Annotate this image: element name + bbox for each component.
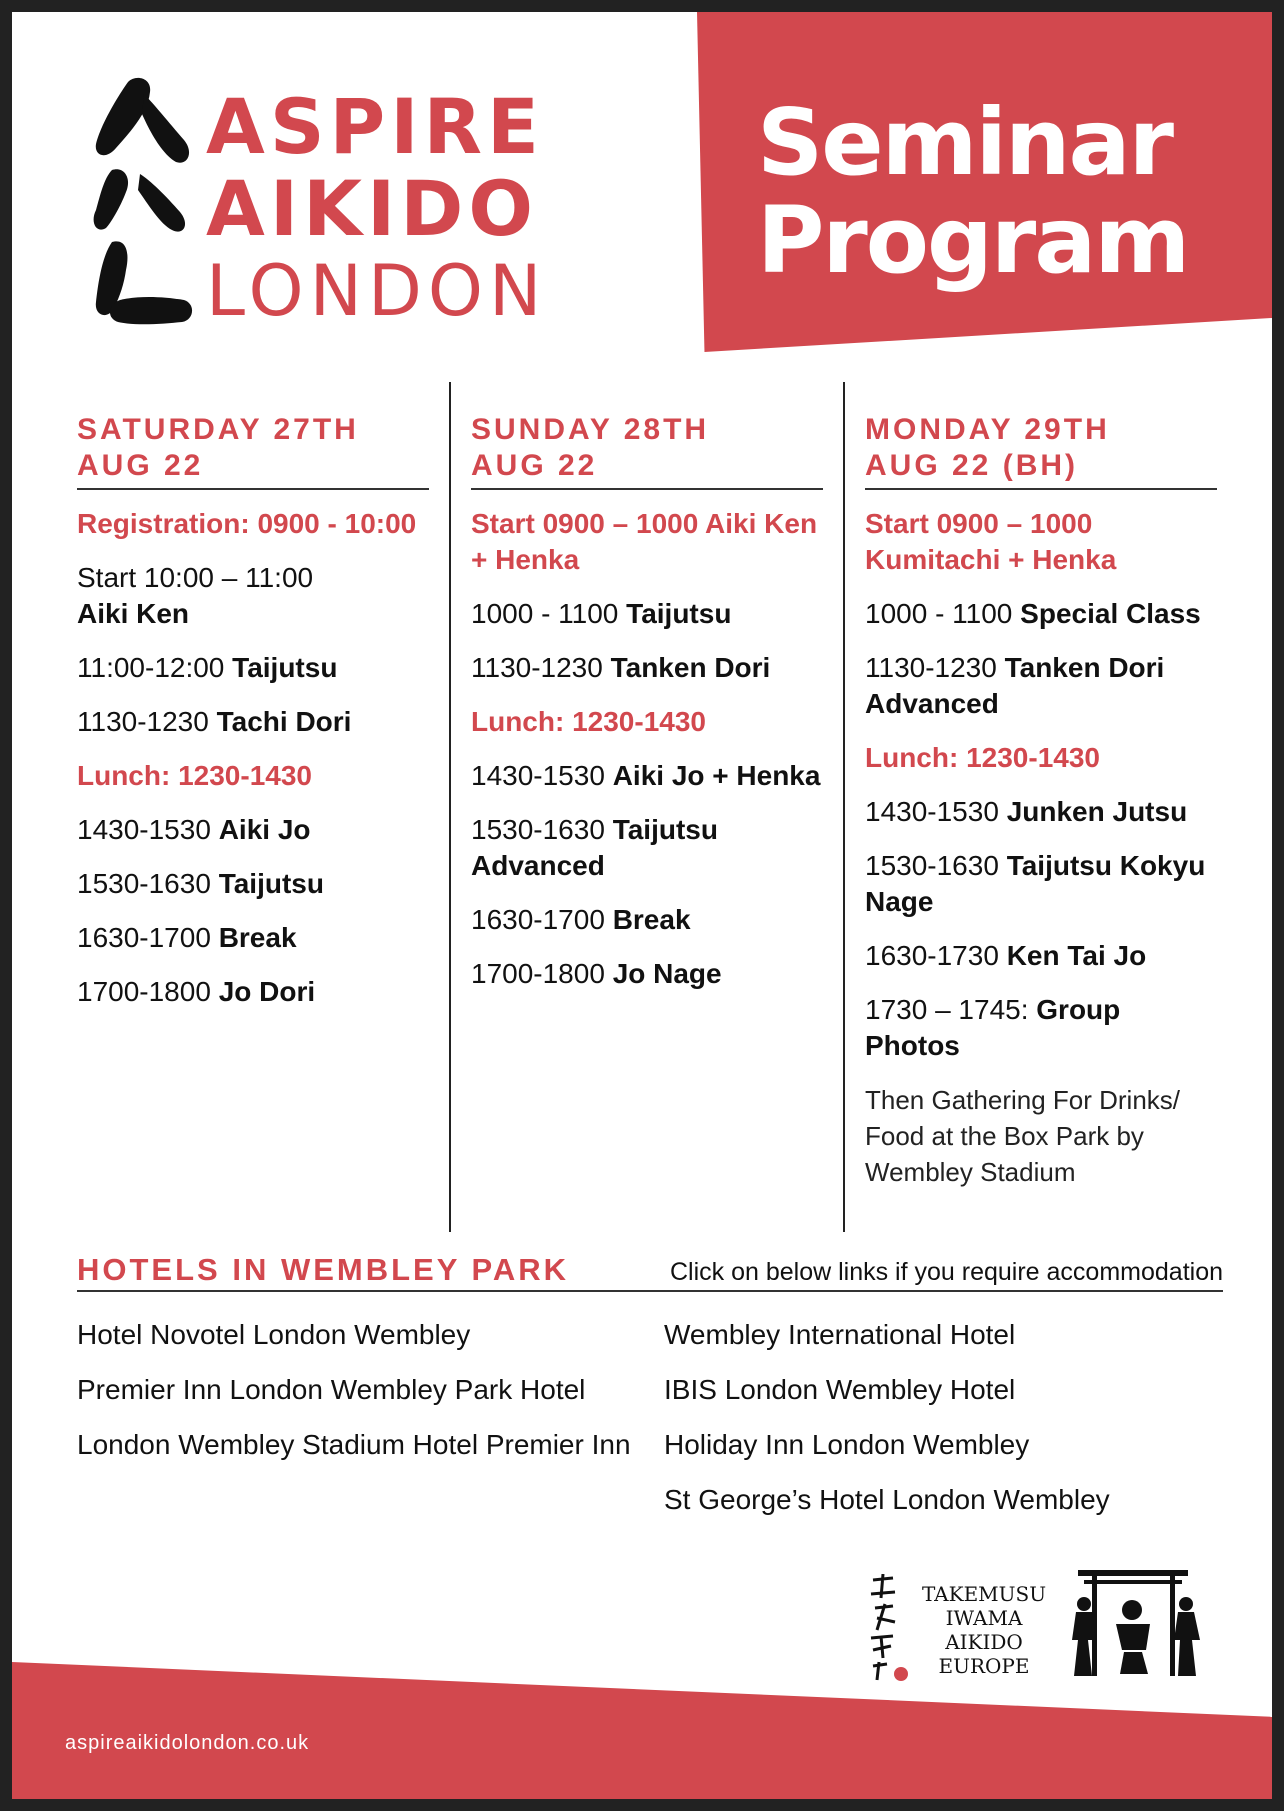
schedule-entry: Start 0900 – 1000 Aiki Ken + Henka [471, 508, 818, 575]
brand-line1: ASPIRE [206, 82, 544, 171]
schedule-entry: Start 0900 – 1000 Kumitachi + Henka [865, 508, 1117, 575]
partner-logo [857, 1562, 1227, 1692]
schedule-entry: 1000 - 1100 Taijutsu [471, 598, 732, 629]
calligraphy-logo-icon [90, 74, 200, 336]
lunch-entry: Lunch: 1230-1430 [865, 742, 1100, 773]
schedule-entry: 1530-1630 Taijutsu [77, 868, 324, 899]
hotel-link[interactable]: IBIS London Wembley Hotel [664, 1374, 1016, 1405]
schedule-entry: 1730 – 1745: Group Photos [865, 994, 1121, 1061]
schedule-entry: 1700-1800 Jo Dori [77, 976, 316, 1007]
aikido-practitioners-icon [1062, 1566, 1212, 1686]
schedule-entry: 1130-1230 Tanken Dori [471, 652, 771, 683]
hotel-link[interactable]: Wembley International Hotel [664, 1319, 1016, 1350]
column-divider [449, 382, 451, 1232]
schedule-entry: 1430-1530 Aiki Jo [77, 814, 311, 845]
brand-wordmark [206, 82, 548, 332]
schedule-entry: 1000 - 1100 Special Class [865, 598, 1201, 629]
schedule-entry: Start 10:00 – 11:00 Aiki Ken [77, 562, 314, 629]
schedule-entry: 1430-1530 Junken Jutsu [865, 796, 1188, 827]
schedule-entry: 1530-1630 Taijutsu Kokyu Nage [865, 850, 1206, 917]
banner-title-line2: Program [757, 187, 1189, 294]
hotels-list-left [77, 1317, 637, 1482]
column-divider [843, 382, 845, 1232]
banner-title [757, 89, 1257, 294]
schedule-entry: 1130-1230 Tachi Dori [77, 706, 352, 737]
closing-note: Then Gathering For Drinks/ Food at the Box Park by Wembley Stadium [865, 1085, 1181, 1187]
day-heading: SATURDAY 27TH AUG 22 [77, 412, 429, 490]
schedule-entry: Registration: 0900 - 10:00 [77, 508, 417, 539]
brand-line3: LONDON [206, 250, 548, 332]
schedule-entry: 11:00-12:00 Taijutsu [77, 652, 338, 683]
lunch-entry: Lunch: 1230-1430 [471, 706, 706, 737]
day-heading: MONDAY 29TH AUG 22 (BH) [865, 412, 1217, 490]
hotels-note: Click on below links if you require accommodation [669, 1258, 1223, 1286]
schedule-entry: 1130-1230 Tanken Dori Advanced [865, 652, 1165, 719]
hotel-link[interactable]: St George’s Hotel London Wembley [664, 1484, 1110, 1515]
lunch-entry: Lunch: 1230-1430 [77, 760, 312, 791]
schedule-column-saturday [77, 412, 429, 1028]
poster [12, 12, 1272, 1799]
schedule-entry: 1630-1730 Ken Tai Jo [865, 940, 1147, 971]
schedule-column-monday [865, 412, 1217, 1208]
brand-line2: AIKIDO [206, 164, 538, 253]
partner-name: TAKEMUSU IWAMA AIKIDO EUROPE [921, 1582, 1047, 1678]
schedule-entry: 1630-1700 Break [471, 904, 691, 935]
day-heading: SUNDAY 28TH AUG 22 [471, 412, 823, 490]
hotel-link[interactable]: Premier Inn London Wembley Park Hotel [77, 1374, 586, 1405]
hotel-link[interactable]: Hotel Novotel London Wembley [77, 1319, 471, 1350]
schedule-column-sunday [471, 412, 823, 1010]
schedule-entry: 1430-1530 Aiki Jo + Henka [471, 760, 821, 791]
hotels-header [77, 1252, 1223, 1292]
hotels-title: HOTELS IN WEMBLEY PARK [77, 1252, 569, 1287]
website-link[interactable]: aspireaikidolondon.co.uk [65, 1732, 310, 1754]
schedule-entry: 1530-1630 Taijutsu Advanced [471, 814, 718, 881]
hotels-list-right [664, 1317, 1224, 1537]
hotel-link[interactable]: London Wembley Stadium Hotel Premier Inn [77, 1429, 631, 1460]
calligraphy-seal-icon [863, 1574, 913, 1684]
schedule-entry: 1700-1800 Jo Nage [471, 958, 722, 989]
hotel-link[interactable]: Holiday Inn London Wembley [664, 1429, 1030, 1460]
banner-title-line1: Seminar [757, 89, 1173, 196]
schedule-entry: 1630-1700 Break [77, 922, 297, 953]
